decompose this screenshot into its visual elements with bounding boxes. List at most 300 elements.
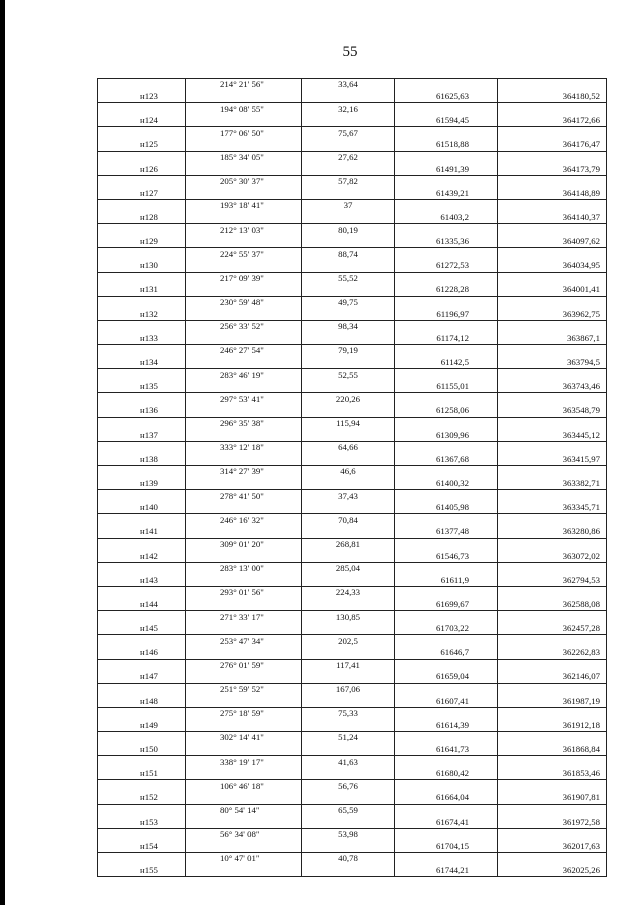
point-cell [98,466,186,478]
point-cell: н155 [98,865,186,877]
length-cell: 53,98 [302,828,395,840]
angle-cell: 296° 35' 38" [186,417,302,429]
angle-cell: 283° 46' 19" [186,369,302,381]
length-cell: 46,6 [302,466,395,478]
angle-cell: 246° 27' 54" [186,345,302,357]
line-row [98,441,607,453]
angle-cell [186,284,302,296]
length-cell: 52,55 [302,369,395,381]
y-coordinate-cell: 363445,12 [498,429,607,441]
angle-cell: 278° 41' 50" [186,490,302,502]
x-coordinate-cell [395,853,498,865]
angle-cell [186,695,302,707]
x-coordinate-cell: 61659,04 [395,671,498,683]
x-coordinate-cell: 61518,88 [395,139,498,151]
x-coordinate-cell: 61744,21 [395,865,498,877]
x-coordinate-cell [395,151,498,163]
point-cell [98,780,186,792]
x-coordinate-cell [395,441,498,453]
y-coordinate-cell: 364034,95 [498,260,607,272]
point-cell: н151 [98,768,186,780]
angle-cell [186,453,302,465]
y-coordinate-cell: 363280,86 [498,526,607,538]
y-coordinate-cell [498,79,607,91]
y-coordinate-cell: 362588,08 [498,599,607,611]
point-cell [98,756,186,768]
point-row [98,115,607,127]
x-coordinate-cell: 61405,98 [395,502,498,514]
x-coordinate-cell: 61174,12 [395,332,498,344]
x-coordinate-cell [395,659,498,671]
y-coordinate-cell: 362457,28 [498,623,607,635]
line-row [98,199,607,211]
length-cell [302,332,395,344]
length-cell [302,816,395,828]
x-coordinate-cell: 61400,32 [395,478,498,490]
length-cell: 80,19 [302,224,395,236]
line-row [98,659,607,671]
point-cell [98,804,186,816]
y-coordinate-cell: 364148,89 [498,187,607,199]
y-coordinate-cell [498,707,607,719]
y-coordinate-cell [498,296,607,308]
y-coordinate-cell: 363962,75 [498,308,607,320]
length-cell: 64,66 [302,441,395,453]
length-cell [302,840,395,852]
x-coordinate-cell: 61272,53 [395,260,498,272]
angle-cell [186,308,302,320]
angle-cell: 214° 21' 56" [186,79,302,91]
x-coordinate-cell: 61377,48 [395,526,498,538]
length-cell: 285,04 [302,562,395,574]
x-coordinate-cell [395,635,498,647]
x-coordinate-cell [395,611,498,623]
length-cell [302,671,395,683]
y-coordinate-cell: 364001,41 [498,284,607,296]
x-coordinate-cell [395,828,498,840]
y-coordinate-cell [498,248,607,260]
point-row [98,478,607,490]
boundary-coordinates-table [97,78,607,877]
angle-cell [186,429,302,441]
length-cell [302,260,395,272]
line-row [98,466,607,478]
x-coordinate-cell [395,804,498,816]
angle-cell [186,623,302,635]
length-cell [302,719,395,731]
line-row [98,175,607,187]
point-row [98,599,607,611]
point-row [98,308,607,320]
angle-cell [186,719,302,731]
y-coordinate-cell [498,345,607,357]
length-cell [302,163,395,175]
x-coordinate-cell: 61491,39 [395,163,498,175]
point-row [98,187,607,199]
x-coordinate-cell: 61646,7 [395,647,498,659]
length-cell: 27,62 [302,151,395,163]
y-coordinate-cell [498,659,607,671]
angle-cell: 276° 01' 59" [186,659,302,671]
angle-cell: 271° 33' 17" [186,611,302,623]
y-coordinate-cell [498,466,607,478]
point-cell [98,683,186,695]
angle-cell [186,139,302,151]
angle-cell: 297° 53' 41" [186,393,302,405]
x-coordinate-cell [395,296,498,308]
point-cell [98,272,186,284]
length-cell: 75,67 [302,127,395,139]
point-row [98,212,607,224]
y-coordinate-cell [498,635,607,647]
point-cell [98,79,186,91]
length-cell [302,599,395,611]
angle-cell: 230° 59' 48" [186,296,302,308]
length-cell [302,623,395,635]
point-row [98,357,607,369]
y-coordinate-cell [498,490,607,502]
line-row [98,780,607,792]
point-cell: н141 [98,526,186,538]
angle-cell [186,526,302,538]
y-coordinate-cell [498,441,607,453]
line-row [98,538,607,550]
x-coordinate-cell: 61439,21 [395,187,498,199]
angle-cell [186,478,302,490]
length-cell [302,405,395,417]
x-coordinate-cell [395,586,498,598]
line-row [98,393,607,405]
angle-cell: 246° 16' 32" [186,514,302,526]
x-coordinate-cell [395,127,498,139]
point-cell [98,586,186,598]
x-coordinate-cell: 61335,36 [395,236,498,248]
line-row [98,369,607,381]
y-coordinate-cell [498,103,607,115]
point-cell: н123 [98,91,186,103]
point-cell [98,175,186,187]
length-cell [302,647,395,659]
length-cell: 115,94 [302,417,395,429]
line-row [98,586,607,598]
angle-cell: 314° 27' 39" [186,466,302,478]
y-coordinate-cell [498,417,607,429]
point-row [98,405,607,417]
point-cell: н124 [98,115,186,127]
angle-cell [186,502,302,514]
line-row [98,514,607,526]
x-coordinate-cell: 61403,2 [395,212,498,224]
point-cell [98,224,186,236]
angle-cell [186,91,302,103]
length-cell [302,695,395,707]
line-row [98,828,607,840]
point-row [98,91,607,103]
y-coordinate-cell: 364180,52 [498,91,607,103]
x-coordinate-cell [395,79,498,91]
x-coordinate-cell: 61625,63 [395,91,498,103]
length-cell: 33,64 [302,79,395,91]
y-coordinate-cell: 363548,79 [498,405,607,417]
y-coordinate-cell [498,175,607,187]
line-row [98,683,607,695]
length-cell: 70,84 [302,514,395,526]
y-coordinate-cell: 361868,84 [498,744,607,756]
point-row [98,647,607,659]
length-cell [302,236,395,248]
line-row [98,127,607,139]
point-cell: н152 [98,792,186,804]
point-cell: н138 [98,453,186,465]
x-coordinate-cell [395,514,498,526]
y-coordinate-cell: 363415,97 [498,453,607,465]
y-coordinate-cell: 363794,5 [498,357,607,369]
point-row [98,526,607,538]
length-cell [302,792,395,804]
point-cell: н153 [98,816,186,828]
point-cell: н134 [98,357,186,369]
length-cell [302,212,395,224]
x-coordinate-cell [395,683,498,695]
angle-cell [186,332,302,344]
x-coordinate-cell: 61546,73 [395,550,498,562]
x-coordinate-cell: 61611,9 [395,574,498,586]
line-row [98,635,607,647]
point-row [98,139,607,151]
y-coordinate-cell [498,151,607,163]
x-coordinate-cell: 61258,06 [395,405,498,417]
angle-cell [186,187,302,199]
point-cell [98,320,186,332]
x-coordinate-cell: 61664,04 [395,792,498,804]
point-cell [98,103,186,115]
line-row [98,272,607,284]
point-cell: н133 [98,332,186,344]
point-cell: н147 [98,671,186,683]
point-cell [98,707,186,719]
line-row [98,417,607,429]
angle-cell [186,574,302,586]
point-cell [98,659,186,671]
angle-cell [186,744,302,756]
angle-cell [186,381,302,393]
x-coordinate-cell [395,780,498,792]
point-cell [98,393,186,405]
point-row [98,236,607,248]
length-cell: 88,74 [302,248,395,260]
length-cell: 117,41 [302,659,395,671]
point-row [98,719,607,731]
angle-cell: 293° 01' 56" [186,586,302,598]
angle-cell: 80° 54' 14" [186,804,302,816]
point-cell: н127 [98,187,186,199]
point-cell [98,732,186,744]
length-cell: 37,43 [302,490,395,502]
length-cell: 75,33 [302,707,395,719]
y-coordinate-cell: 364173,79 [498,163,607,175]
y-coordinate-cell [498,393,607,405]
length-cell: 51,24 [302,732,395,744]
angle-cell: 302° 14' 41" [186,732,302,744]
y-coordinate-cell: 363867,1 [498,332,607,344]
line-row [98,853,607,865]
point-cell [98,635,186,647]
point-row [98,381,607,393]
table-body [98,79,607,877]
point-cell: н140 [98,502,186,514]
x-coordinate-cell: 61614,39 [395,719,498,731]
x-coordinate-cell [395,756,498,768]
x-coordinate-cell [395,369,498,381]
angle-cell [186,865,302,877]
scan-edge-shadow [0,0,5,905]
length-cell: 98,34 [302,320,395,332]
point-row [98,284,607,296]
line-row [98,611,607,623]
y-coordinate-cell: 362017,63 [498,840,607,852]
x-coordinate-cell [395,175,498,187]
line-row [98,79,607,91]
line-row [98,707,607,719]
y-coordinate-cell [498,780,607,792]
point-cell: н130 [98,260,186,272]
angle-cell [186,792,302,804]
angle-cell [186,671,302,683]
y-coordinate-cell: 361987,19 [498,695,607,707]
point-cell: н135 [98,381,186,393]
y-coordinate-cell: 363382,71 [498,478,607,490]
length-cell [302,744,395,756]
x-coordinate-cell: 61367,68 [395,453,498,465]
point-cell: н137 [98,429,186,441]
y-coordinate-cell [498,514,607,526]
length-cell [302,526,395,538]
y-coordinate-cell [498,199,607,211]
angle-cell [186,647,302,659]
length-cell [302,115,395,127]
length-cell [302,550,395,562]
line-row [98,732,607,744]
length-cell [302,574,395,586]
length-cell: 40,78 [302,853,395,865]
length-cell: 57,82 [302,175,395,187]
point-cell [98,853,186,865]
y-coordinate-cell [498,369,607,381]
y-coordinate-cell: 361853,46 [498,768,607,780]
length-cell: 32,16 [302,103,395,115]
line-row [98,320,607,332]
y-coordinate-cell [498,538,607,550]
point-row [98,695,607,707]
y-coordinate-cell: 364172,66 [498,115,607,127]
x-coordinate-cell: 61142,5 [395,357,498,369]
y-coordinate-cell [498,804,607,816]
y-coordinate-cell [498,756,607,768]
length-cell [302,865,395,877]
line-row [98,103,607,115]
point-row [98,453,607,465]
point-row [98,163,607,175]
point-row [98,502,607,514]
point-cell: н154 [98,840,186,852]
length-cell [302,284,395,296]
point-row [98,260,607,272]
point-row [98,768,607,780]
line-row [98,345,607,357]
x-coordinate-cell: 61641,73 [395,744,498,756]
point-cell: н132 [98,308,186,320]
x-coordinate-cell [395,199,498,211]
x-coordinate-cell [395,562,498,574]
angle-cell [186,550,302,562]
angle-cell: 205° 30' 37" [186,175,302,187]
point-row [98,744,607,756]
point-cell [98,562,186,574]
x-coordinate-cell: 61594,45 [395,115,498,127]
point-cell: н150 [98,744,186,756]
x-coordinate-cell: 61674,41 [395,816,498,828]
point-row [98,550,607,562]
x-coordinate-cell [395,345,498,357]
point-cell [98,441,186,453]
y-coordinate-cell: 363743,46 [498,381,607,393]
x-coordinate-cell: 61155,01 [395,381,498,393]
x-coordinate-cell: 61196,97 [395,308,498,320]
point-row [98,671,607,683]
angle-cell: 193° 18' 41" [186,199,302,211]
angle-cell [186,212,302,224]
angle-cell: 283° 13' 00" [186,562,302,574]
x-coordinate-cell [395,417,498,429]
angle-cell: 194° 08' 55" [186,103,302,115]
x-coordinate-cell [395,272,498,284]
angle-cell: 185° 34' 05" [186,151,302,163]
angle-cell [186,840,302,852]
line-row [98,562,607,574]
point-cell: н128 [98,212,186,224]
angle-cell [186,236,302,248]
line-row [98,151,607,163]
length-cell: 130,85 [302,611,395,623]
angle-cell: 251° 59' 52" [186,683,302,695]
y-coordinate-cell [498,683,607,695]
point-cell [98,538,186,550]
y-coordinate-cell: 361907,81 [498,792,607,804]
point-cell: н142 [98,550,186,562]
angle-cell [186,768,302,780]
x-coordinate-cell [395,393,498,405]
length-cell: 37 [302,199,395,211]
length-cell [302,429,395,441]
x-coordinate-cell [395,538,498,550]
line-row [98,804,607,816]
length-cell [302,357,395,369]
point-cell [98,296,186,308]
point-cell: н144 [98,599,186,611]
y-coordinate-cell [498,853,607,865]
point-cell: н126 [98,163,186,175]
angle-cell [186,816,302,828]
length-cell [302,478,395,490]
x-coordinate-cell [395,248,498,260]
y-coordinate-cell: 362146,07 [498,671,607,683]
x-coordinate-cell [395,732,498,744]
angle-cell: 217° 09' 39" [186,272,302,284]
angle-cell: 253° 47' 34" [186,635,302,647]
y-coordinate-cell [498,562,607,574]
point-cell [98,828,186,840]
point-cell: н129 [98,236,186,248]
